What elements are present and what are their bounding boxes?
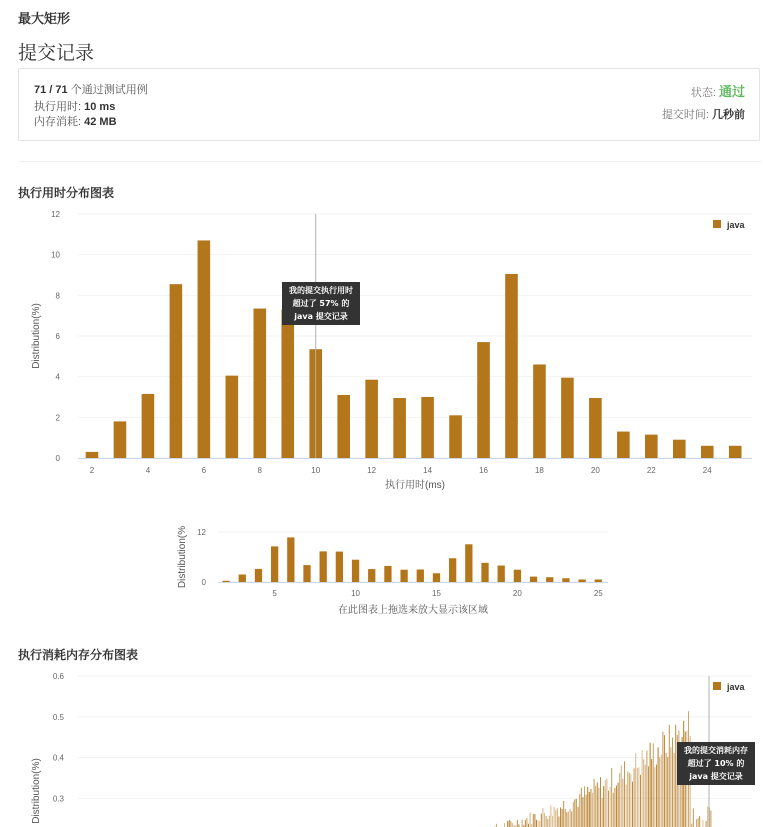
legend-swatch (713, 220, 721, 228)
memory-bar (643, 759, 644, 827)
memory-bar (626, 785, 627, 827)
x-tick-label: 2 (89, 466, 95, 475)
x-axis-title: 在此图表上拖选来放大显示该区域 (338, 605, 488, 616)
navigator-bar (320, 551, 327, 582)
y-tick-label: 0 (55, 454, 60, 463)
memory-bar (659, 757, 660, 827)
runtime-navigator-chart[interactable] (170, 518, 620, 623)
memory-bar (670, 747, 671, 827)
navigator-bar (368, 569, 375, 582)
memory-bar (581, 788, 582, 827)
memory-bar (618, 783, 619, 827)
memory-bar (699, 816, 700, 827)
memory-bar (600, 777, 601, 827)
y-tick-label: 12 (197, 528, 206, 537)
memory-bar (547, 819, 548, 827)
memory-bar (650, 743, 651, 827)
memory-bar (566, 812, 567, 827)
navigator-bar (287, 537, 294, 582)
memory-bar (526, 818, 527, 827)
memory-bar (662, 732, 663, 827)
passed-count: 71 / 71 (34, 84, 68, 96)
memory-bar (621, 765, 622, 827)
navigator-bar (352, 560, 359, 582)
memory-bar (578, 807, 579, 827)
x-tick-label: 25 (593, 589, 603, 598)
runtime-tooltip-line-2: 超过了 57% 的 (292, 299, 350, 308)
runtime-bar (673, 440, 686, 458)
memory-bar (698, 818, 699, 827)
memory-bar (536, 820, 537, 827)
memory-bar (619, 773, 620, 827)
memory-bar (702, 820, 703, 827)
navigator-bar (449, 558, 456, 582)
navigator-bar (239, 575, 246, 583)
memory-bar (510, 821, 511, 827)
y-tick-label: 6 (55, 332, 60, 341)
memory-bar (693, 809, 694, 827)
memory-bar (555, 810, 556, 827)
memory-bar (546, 816, 547, 827)
memory-bar (646, 751, 647, 827)
navigator-bar (222, 581, 229, 582)
memory-bar (507, 821, 508, 827)
runtime-bar (253, 309, 266, 458)
memory-bar (525, 820, 526, 827)
runtime-bar (337, 395, 350, 458)
memory-bar (534, 814, 535, 827)
submission-summary (18, 68, 760, 141)
x-tick-label: 16 (479, 466, 488, 475)
memory-bar (539, 821, 540, 827)
passed-suffix: 个通过测试用例 (70, 84, 148, 96)
x-tick-label: 22 (646, 466, 656, 475)
navigator-bar (400, 570, 407, 582)
memory-line (34, 113, 117, 129)
navigator-bar (481, 563, 488, 582)
memory-bar (557, 808, 558, 827)
x-tick-label: 8 (257, 466, 263, 475)
runtime-bar (533, 364, 546, 458)
y-axis-title: Distribution(%) (31, 303, 42, 369)
memory-bar (614, 788, 615, 827)
memory-bar (658, 747, 659, 827)
memory-bar (538, 820, 539, 827)
memory-bar (630, 774, 631, 827)
x-tick-label: 6 (201, 466, 207, 475)
memory-bar (530, 813, 531, 827)
memory-bar (611, 768, 612, 827)
memory-bar (666, 753, 667, 827)
runtime-bar (170, 284, 183, 458)
runtime-bar (226, 376, 239, 458)
memory-bar (654, 767, 655, 827)
runtime-label: 执行用时: (34, 101, 82, 113)
memory-bar (576, 799, 577, 827)
memory-bar (661, 755, 662, 827)
memory-bar (602, 798, 603, 827)
memory-bar (640, 775, 641, 827)
memory-bar (571, 811, 572, 827)
memory-bar (554, 807, 555, 827)
runtime-bar (281, 310, 294, 458)
memory-bar (603, 786, 604, 827)
runtime-distribution-chart[interactable] (0, 200, 763, 500)
memory-bar (616, 786, 617, 827)
memory-bar (634, 768, 635, 827)
status-label: 状态: (690, 87, 716, 99)
memory-bar (550, 805, 551, 827)
divider (18, 161, 761, 162)
memory-tooltip-line-2: 超过了 10% 的 (687, 759, 745, 768)
y-tick-label: 0.5 (52, 712, 64, 722)
memory-bar (542, 808, 543, 827)
memory-bar (504, 823, 505, 827)
memory-bar (562, 809, 563, 827)
navigator-bar (546, 577, 553, 582)
memory-bar (606, 779, 607, 827)
runtime-tooltip-line-1: 我的提交执行用时 (289, 286, 353, 295)
memory-bar (622, 779, 623, 827)
problem-title: 最大矩形 (18, 11, 71, 26)
runtime-bar (617, 432, 630, 458)
navigator-bar (530, 577, 537, 582)
memory-tooltip-line-1: 我的提交消耗内存 (684, 746, 748, 755)
y-tick-label: 0.4 (52, 753, 64, 763)
legend-label: java (727, 220, 745, 230)
navigator-bar (271, 546, 278, 582)
memory-bar (522, 820, 523, 827)
runtime-bar (198, 240, 211, 458)
runtime-bar (114, 421, 127, 458)
y-tick-label: 8 (55, 291, 60, 301)
runtime-tooltip (282, 282, 360, 325)
memory-tooltip (677, 742, 755, 785)
x-tick-label: 10 (311, 466, 321, 475)
memory-bar (590, 789, 591, 827)
navigator-bar (303, 565, 310, 582)
runtime-bar (365, 380, 378, 458)
runtime-bar (477, 342, 490, 458)
memory-bar (589, 792, 590, 827)
memory-bar (706, 821, 707, 827)
runtime-bar (421, 397, 434, 458)
memory-bar (533, 814, 534, 827)
memory-bar (696, 819, 697, 827)
navigator-bar (498, 566, 505, 582)
memory-bar (595, 786, 596, 827)
memory-bar (544, 813, 545, 827)
runtime-bar (142, 394, 155, 458)
y-tick-label: 0 (201, 578, 206, 587)
memory-bar (638, 767, 639, 827)
memory-bar (579, 794, 580, 827)
navigator-bar (595, 580, 602, 583)
memory-bar (565, 809, 566, 827)
memory-bar (610, 787, 611, 827)
memory-bar (541, 814, 542, 827)
memory-bar (549, 816, 550, 827)
x-tick-label: 5 (272, 589, 277, 598)
memory-bar (669, 725, 670, 827)
runtime-tooltip-line-3: java 提交记录 (294, 312, 348, 321)
runtime-line (34, 98, 115, 114)
y-tick-label: 2 (55, 413, 60, 423)
memory-value: 42 MB (84, 116, 117, 128)
memory-bar (645, 765, 646, 827)
memory-bar (635, 753, 636, 827)
runtime-bar (729, 446, 742, 458)
memory-bar (632, 782, 633, 827)
x-tick-label: 15 (432, 589, 441, 598)
memory-bar (674, 753, 675, 827)
memory-bar (560, 807, 561, 827)
legend-swatch (713, 682, 721, 690)
memory-bar (517, 820, 518, 827)
page-title: 提交记录 (18, 43, 95, 64)
memory-bar (691, 824, 692, 827)
runtime-bar (505, 274, 518, 458)
x-tick-label: 12 (367, 466, 377, 475)
x-tick-label: 14 (423, 466, 433, 475)
memory-bar (656, 765, 657, 827)
x-tick-label: 20 (512, 589, 522, 598)
memory-bar (563, 801, 564, 827)
submit-time-label: 提交时间: (661, 109, 709, 121)
navigator-bar (514, 570, 521, 582)
memory-bar (598, 788, 599, 827)
x-tick-label: 20 (590, 466, 600, 475)
runtime-chart-title: 执行用时分布图表 (18, 186, 115, 200)
runtime-bar (645, 435, 658, 458)
memory-bar (509, 820, 510, 827)
runtime-bar (86, 452, 99, 458)
y-tick-label: 12 (51, 210, 60, 219)
memory-bar (552, 816, 553, 827)
navigator-bar (384, 566, 391, 582)
legend-label: java (727, 682, 745, 692)
memory-bar (570, 809, 571, 827)
runtime-bar (701, 446, 714, 458)
y-axis-title: Distribution(%) (31, 758, 42, 824)
memory-bar (582, 797, 583, 827)
x-tick-label: 24 (702, 466, 712, 475)
y-tick-label: 4 (55, 372, 60, 382)
memory-bar (586, 795, 587, 827)
runtime-bar (561, 378, 574, 458)
x-axis-title: 执行用时(ms) (385, 480, 445, 491)
memory-bar (667, 757, 668, 827)
memory-bar (637, 768, 638, 827)
memory-bar (627, 771, 628, 827)
memory-bar (707, 807, 708, 827)
runtime-bar (449, 415, 462, 458)
status-line (691, 81, 745, 100)
memory-bar (672, 738, 673, 827)
memory-bar (573, 802, 574, 827)
memory-bar (584, 786, 585, 827)
memory-label: 内存消耗: (34, 116, 82, 128)
memory-bar (605, 780, 606, 827)
navigator-bar (417, 570, 424, 583)
navigator-bar (562, 578, 569, 582)
memory-bar (642, 750, 643, 827)
memory-bar (651, 759, 652, 827)
navigator-bar (578, 580, 585, 583)
testcase-line (34, 81, 148, 97)
submit-time-line (662, 106, 745, 122)
runtime-bar (589, 398, 602, 458)
y-axis-title: Distribution(% (177, 525, 188, 589)
memory-bar (594, 779, 595, 827)
status-value: 通过 (718, 84, 745, 99)
runtime-value: 10 ms (84, 101, 116, 113)
memory-bar (568, 812, 569, 827)
memory-bar (574, 799, 575, 827)
navigator-bar (433, 573, 440, 582)
memory-tooltip-line-3: java 提交记录 (689, 772, 743, 781)
runtime-bar (393, 398, 406, 458)
memory-bar (512, 823, 513, 827)
y-tick-label: 0.6 (52, 672, 64, 681)
memory-bar (653, 743, 654, 827)
memory-bar (597, 782, 598, 827)
navigator-bar (255, 569, 262, 582)
memory-bar (613, 793, 614, 827)
memory-bar (629, 773, 630, 827)
memory-bar (624, 761, 625, 827)
submit-time-value: 几秒前 (712, 109, 745, 121)
memory-distribution-chart[interactable] (0, 664, 763, 827)
navigator-bar (465, 544, 472, 582)
y-tick-label: 0.3 (52, 794, 64, 804)
memory-chart-title: 执行消耗内存分布图表 (18, 648, 139, 662)
memory-bar (587, 787, 588, 827)
x-tick-label: 10 (351, 589, 361, 598)
memory-bar (608, 791, 609, 827)
memory-bar (710, 811, 711, 827)
y-tick-label: 10 (51, 250, 60, 260)
navigator-bar (336, 552, 343, 582)
memory-bar (648, 766, 649, 827)
memory-bar (664, 735, 665, 827)
memory-bar (592, 793, 593, 827)
memory-bar (558, 816, 559, 827)
x-tick-label: 18 (534, 466, 544, 475)
x-tick-label: 4 (145, 466, 151, 475)
